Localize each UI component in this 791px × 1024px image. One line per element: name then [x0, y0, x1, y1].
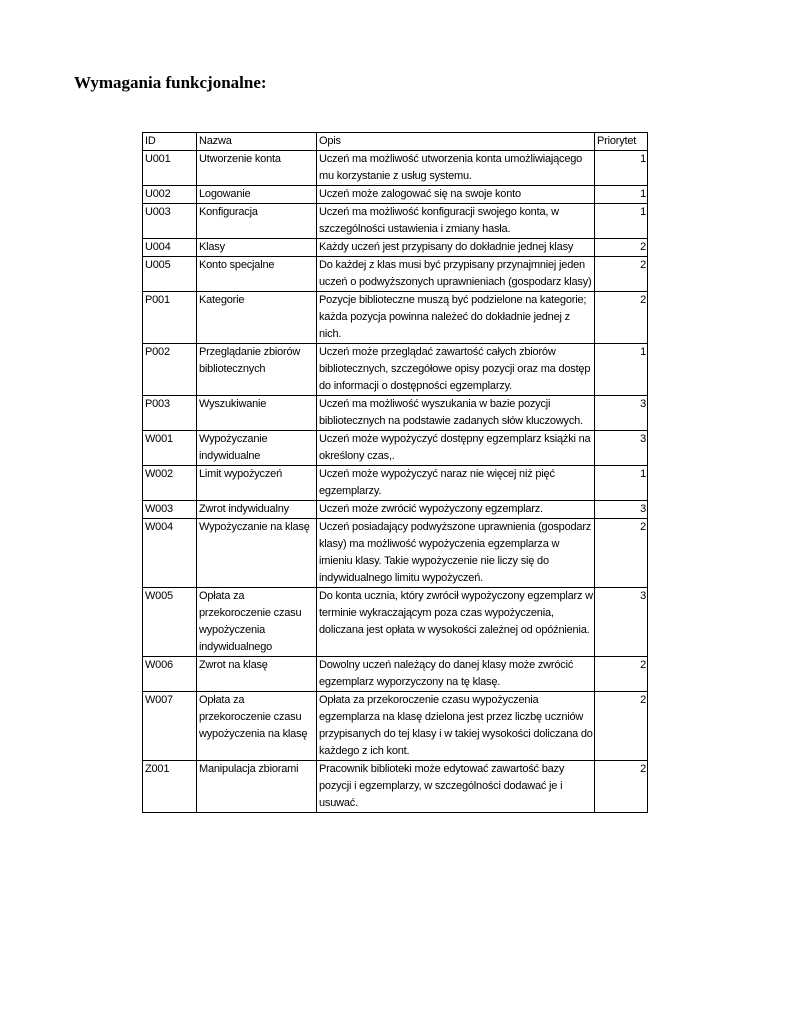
cell-id: W001: [143, 431, 197, 466]
cell-name: Zwrot indywidualny: [197, 501, 317, 519]
cell-description: Uczeń posiadający podwyższone uprawnienia (gospodarz klasy) ma możliwość wypożyczenia egzemplarza w imieniu klasy. Takie wypożyczenie nie liczy się do indywidualnego limitu wypożyczeń.: [317, 519, 595, 588]
requirements-table: [142, 132, 648, 813]
cell-id: P003: [143, 396, 197, 431]
cell-priority: 1: [595, 151, 648, 186]
cell-priority: 2: [595, 239, 648, 257]
cell-name: Utworzenie konta: [197, 151, 317, 186]
table-row: [143, 186, 648, 204]
cell-name: Konto specjalne: [197, 257, 317, 292]
cell-name: Zwrot na klasę: [197, 657, 317, 692]
table-header: [143, 133, 648, 151]
cell-description: Dowolny uczeń należący do danej klasy może zwrócić egzemplarz wyporzyczony na tę klasę.: [317, 657, 595, 692]
cell-name: Opłata za przekoroczenie czasu wypożyczenia na klasę: [197, 692, 317, 761]
table-row: [143, 344, 648, 396]
cell-name: Kategorie: [197, 292, 317, 344]
cell-id: W005: [143, 588, 197, 657]
table-row: [143, 501, 648, 519]
cell-description: Uczeń ma możliwość utworzenia konta umożliwiającego mu korzystanie z usług systemu.: [317, 151, 595, 186]
table-row: [143, 257, 648, 292]
cell-name: Limit wypożyczeń: [197, 466, 317, 501]
header-priority: Priorytet: [595, 133, 648, 151]
cell-description: Uczeń może wypożyczyć naraz nie więcej niż pięć egzemplarzy.: [317, 466, 595, 501]
cell-id: U001: [143, 151, 197, 186]
cell-priority: 2: [595, 257, 648, 292]
header-description: Opis: [317, 133, 595, 151]
header-name: Nazwa: [197, 133, 317, 151]
table-row: [143, 151, 648, 186]
cell-id: U002: [143, 186, 197, 204]
cell-description: Uczeń ma możliwość wyszukania w bazie pozycji bibliotecznych na podstawie zadanych słów kluczowych.: [317, 396, 595, 431]
cell-id: P002: [143, 344, 197, 396]
table-row: [143, 292, 648, 344]
cell-id: U005: [143, 257, 197, 292]
cell-description: Pracownik biblioteki może edytować zawartość bazy pozycji i egzemplarzy, w szczególności dodawać je i usuwać.: [317, 761, 595, 813]
cell-priority: 3: [595, 588, 648, 657]
table-body: [143, 151, 648, 813]
cell-description: Uczeń może wypożyczyć dostępny egzemplarz książki na określony czas,.: [317, 431, 595, 466]
cell-description: Do każdej z klas musi być przypisany przynajmniej jeden uczeń o podwyższonych uprawnieniach (gospodarz klasy): [317, 257, 595, 292]
cell-id: Z001: [143, 761, 197, 813]
cell-id: W007: [143, 692, 197, 761]
cell-priority: 3: [595, 396, 648, 431]
cell-id: W004: [143, 519, 197, 588]
cell-description: Uczeń może zalogować się na swoje konto: [317, 186, 595, 204]
cell-id: U004: [143, 239, 197, 257]
table-row: [143, 239, 648, 257]
cell-description: Każdy uczeń jest przypisany do dokładnie jednej klasy: [317, 239, 595, 257]
table-row: [143, 466, 648, 501]
cell-priority: 2: [595, 692, 648, 761]
cell-description: Do konta ucznia, który zwrócił wypożyczony egzemplarz w terminie wykraczającym poza czas wypożyczenia, doliczana jest opłata w wysokości zależnej od opóźnienia.: [317, 588, 595, 657]
table-row: [143, 396, 648, 431]
cell-priority: 3: [595, 501, 648, 519]
cell-id: U003: [143, 204, 197, 239]
cell-id: W006: [143, 657, 197, 692]
table-row: [143, 431, 648, 466]
cell-priority: 1: [595, 344, 648, 396]
table-row: [143, 519, 648, 588]
cell-priority: 2: [595, 657, 648, 692]
cell-name: Wypożyczanie indywidualne: [197, 431, 317, 466]
cell-name: Manipulacja zbiorami: [197, 761, 317, 813]
cell-name: Wyszukiwanie: [197, 396, 317, 431]
cell-description: Uczeń ma możliwość konfiguracji swojego konta, w szczególności ustawienia i zmiany hasła.: [317, 204, 595, 239]
table-row: [143, 761, 648, 813]
cell-name: Opłata za przekoroczenie czasu wypożyczenia indywidualnego: [197, 588, 317, 657]
cell-description: Uczeń może zwrócić wypożyczony egzemplarz.: [317, 501, 595, 519]
header-row: [143, 133, 648, 151]
table-row: [143, 204, 648, 239]
cell-name: Przeglądanie zbiorów bibliotecznych: [197, 344, 317, 396]
cell-id: P001: [143, 292, 197, 344]
cell-name: Wypożyczanie na klasę: [197, 519, 317, 588]
cell-priority: 3: [595, 431, 648, 466]
cell-description: Opłata za przekoroczenie czasu wypożyczenia egzemplarza na klasę dzielona jest przez liczbę uczniów przypisanych do tej klasy i w takiej wysokości doliczana do każdego z ich kont.: [317, 692, 595, 761]
cell-name: Konfiguracja: [197, 204, 317, 239]
cell-id: W003: [143, 501, 197, 519]
cell-priority: 2: [595, 761, 648, 813]
table-row: [143, 692, 648, 761]
cell-priority: 1: [595, 186, 648, 204]
table-row: [143, 657, 648, 692]
document-title: Wymagania funkcjonalne:: [74, 73, 267, 92]
cell-name: Klasy: [197, 239, 317, 257]
cell-id: W002: [143, 466, 197, 501]
cell-priority: 2: [595, 519, 648, 588]
cell-priority: 2: [595, 292, 648, 344]
table-row: [143, 588, 648, 657]
header-id: ID: [143, 133, 197, 151]
cell-description: Pozycje biblioteczne muszą być podzielone na kategorie; każda pozycja powinna należeć do dokładnie jednej z nich.: [317, 292, 595, 344]
cell-priority: 1: [595, 204, 648, 239]
cell-priority: 1: [595, 466, 648, 501]
cell-name: Logowanie: [197, 186, 317, 204]
cell-description: Uczeń może przeglądać zawartość całych zbiorów bibliotecznych, szczegółowe opisy pozycji oraz ma dostęp do informacji o dostępności egzemplarzy.: [317, 344, 595, 396]
